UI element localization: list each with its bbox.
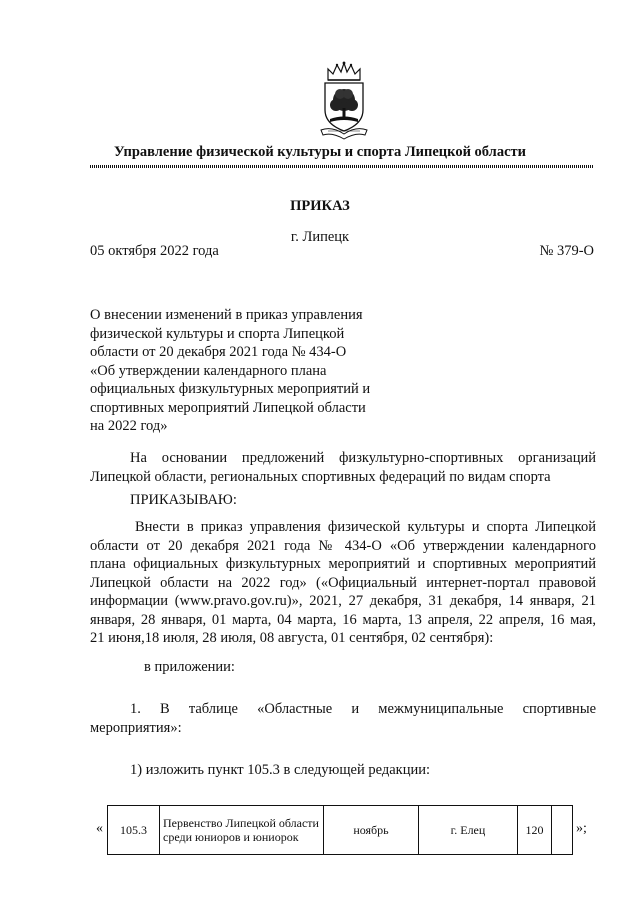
- table-row: [108, 806, 573, 855]
- basis-paragraph: [90, 449, 596, 486]
- amendment-line: области от 20 декабря 2021 года № 434-О «Об утверждении календарного: [90, 537, 596, 554]
- subject-line: «Об утверждении календарного плана: [90, 362, 327, 379]
- amendment-paragraph: [90, 518, 596, 648]
- closing-quote: »;: [576, 821, 587, 836]
- item-1-line: мероприятия»:: [90, 719, 182, 736]
- document-date: 05 октября 2022 года: [90, 243, 219, 259]
- basis-line: Липецкой области, региональных спортивных федераций по видам спорта: [90, 468, 551, 485]
- annex-phrase: в приложении:: [144, 659, 235, 675]
- subject-line: на 2022 год»: [90, 418, 168, 434]
- basis-line: На основании предложений физкультурно-спортивных организаций: [130, 450, 596, 466]
- amendment-table: [107, 805, 573, 855]
- amendment-table-row: [88, 805, 594, 855]
- amendment-line: января, 28 января, 01 марта, 04 марта, 16 марта, 13 апреля, 22 апреля, 16 мая,: [90, 611, 596, 628]
- amendment-line: Внести в приказ управления физической культуры и спорта Липецкой: [135, 519, 596, 535]
- subject-line: физической культуры и спорта Липецкой: [90, 325, 345, 342]
- amendment-line: информации (www.pravo.gov.ru)», 2021, 27 декабря, 31 декабря, 14 января, 21: [90, 593, 596, 609]
- item-1-line: 1. В таблице «Областные и межмуниципальные спортивные: [130, 701, 596, 717]
- cell-month: ноябрь: [324, 806, 419, 855]
- amendment-line: 21 июня,18 июля, 28 июля, 08 августа, 01 сентября, 02 сентября):: [90, 630, 494, 646]
- cell-event-name: Первенство Липецкой области среди юниоров и юниорок: [160, 806, 324, 855]
- subject-line: области от 20 декабря 2021 года № 434-О: [90, 344, 347, 360]
- subject-block: [90, 306, 370, 436]
- document-number: № 379-О: [539, 243, 594, 259]
- cell-place: г. Елец: [419, 806, 518, 855]
- header-rule: [90, 165, 594, 168]
- order-word: ПРИКАЗЫВАЮ:: [130, 492, 237, 508]
- coat-of-arms-emblem: [318, 60, 370, 140]
- cell-participants: 120: [518, 806, 552, 855]
- amendment-line: плана официальных физкультурных мероприятий и спортивных мероприятий: [90, 556, 596, 572]
- cell-empty: [552, 806, 573, 855]
- subitem-1: 1) изложить пункт 105.3 в следующей редакции:: [130, 762, 430, 778]
- opening-quote: «: [96, 821, 103, 836]
- cell-point-number: 105.3: [108, 806, 160, 855]
- subject-line: спортивных мероприятий Липецкой области: [90, 399, 366, 416]
- subject-line: О внесении изменений в приказ управления: [90, 307, 363, 323]
- amendment-line: Липецкой области на 2022 год» («Официальный интернет-портал правовой: [90, 574, 596, 591]
- subject-line: официальных физкультурных мероприятий и: [90, 381, 371, 397]
- item-1-paragraph: [90, 700, 596, 737]
- issuing-authority: Управление физической культуры и спорта Липецкой области: [114, 144, 526, 160]
- document-city: г. Липецк: [290, 229, 350, 245]
- document-title: ПРИКАЗ: [290, 198, 350, 214]
